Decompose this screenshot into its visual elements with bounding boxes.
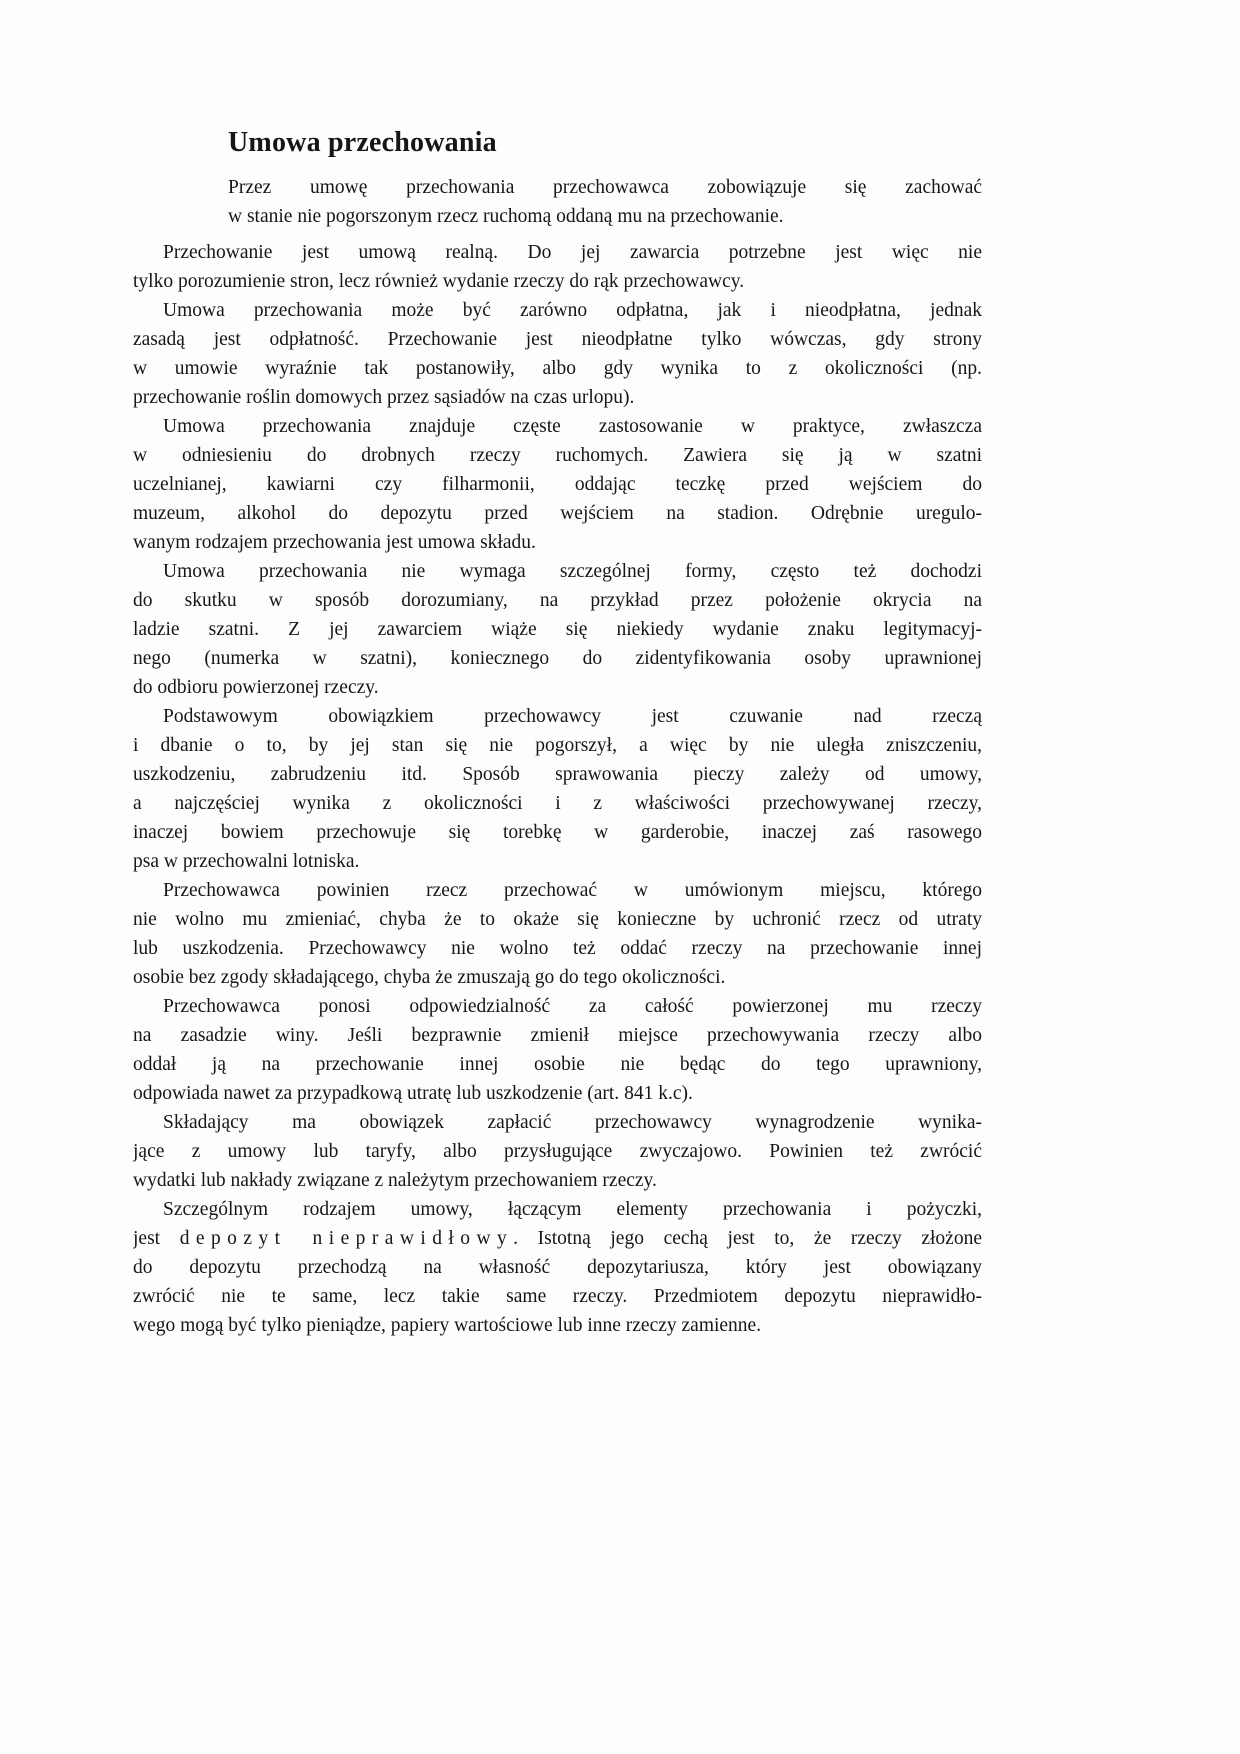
text-segment: oddał ją na przechowanie innej osobie nie będąc do tego uprawniony, (133, 1054, 982, 1075)
text-line (133, 818, 982, 847)
text-segment: Przechowawca powinien rzecz przechować w umówionym miejscu, którego (163, 880, 982, 901)
text-line (133, 238, 982, 267)
text-segment: wydatki lub nakłady związane z należytym przechowaniem rzeczy. (133, 1170, 657, 1191)
text-line (133, 789, 982, 818)
text-line (133, 499, 982, 528)
text-line (133, 528, 982, 557)
text-line (133, 1108, 982, 1137)
text-line (133, 586, 982, 615)
text-line (133, 1166, 982, 1195)
text-line (133, 296, 982, 325)
text-segment: do depozytu przechodzą na własność depozytariusza, który jest obowiązany (133, 1257, 982, 1278)
text-segment: lub uszkodzenia. Przechowawcy nie wolno też oddać rzeczy na przechowanie innej (133, 938, 982, 959)
text-segment: wego mogą być tylko pieniądze, papiery wartościowe lub inne rzeczy zamienne. (133, 1315, 762, 1336)
page-title: Umowa przechowania (228, 127, 497, 158)
paragraph (133, 296, 982, 412)
text-line (133, 963, 982, 992)
text-line (133, 354, 982, 383)
text-segment: w odniesieniu do drobnych rzeczy ruchomych. Zawiera się ją w szatni (133, 445, 982, 466)
text-line (133, 615, 982, 644)
text-segment: . Istotną jego cechą jest to, że rzeczy złożone (513, 1228, 982, 1249)
text-segment: Umowa przechowania znajduje częste zastosowanie w praktyce, zwłaszcza (163, 416, 982, 437)
text-line (133, 702, 982, 731)
text-segment: uszkodzeniu, zabrudzeniu itd. Sposób sprawowania pieczy zależy od umowy, (133, 764, 982, 785)
text-segment: osobie bez zgody składającego, chyba że zmuszają go do tego okoliczności. (133, 967, 726, 988)
paragraph (133, 1195, 982, 1340)
text-segment: przechowanie roślin domowych przez sąsiadów na czas urlopu). (133, 387, 635, 408)
text-line (133, 325, 982, 354)
text-segment: a najczęściej wynika z okoliczności i z właściwości przechowywanej rzeczy, (133, 793, 982, 814)
text-segment: Przechowawca ponosi odpowiedzialność za całość powierzonej mu rzeczy (163, 996, 982, 1017)
text-line (133, 1021, 982, 1050)
paragraph (133, 412, 982, 557)
text-line (228, 202, 982, 231)
text-line (133, 1195, 982, 1224)
text-line (133, 934, 982, 963)
text-segment: jące z umowy lub taryfy, albo przysługujące zwyczajowo. Powinien też zwrócić (133, 1141, 982, 1162)
emphasized-term: depozyt nieprawidłowy (179, 1228, 514, 1249)
text-line (133, 1224, 982, 1253)
text-segment: do skutku w sposób dorozumiany, na przykład przez położenie okrycia na (133, 590, 982, 611)
text-segment: Umowa przechowania nie wymaga szczególnej formy, często też dochodzi (163, 561, 982, 582)
text-segment: zasadą jest odpłatność. Przechowanie jest nieodpłatne tylko wówczas, gdy strony (133, 329, 982, 350)
text-line (133, 876, 982, 905)
text-segment: na zasadzie winy. Jeśli bezprawnie zmienił miejsce przechowywania rzeczy albo (133, 1025, 982, 1046)
text-line (133, 673, 982, 702)
text-line (228, 173, 982, 202)
text-segment: wanym rodzajem przechowania jest umowa składu. (133, 532, 536, 553)
text-line (133, 847, 982, 876)
text-segment: zwrócić nie te same, lecz takie same rzeczy. Przedmiotem depozytu nieprawidło- (133, 1286, 982, 1307)
text-line (133, 1253, 982, 1282)
text-segment: psa w przechowalni lotniska. (133, 851, 360, 872)
paragraph (133, 238, 982, 296)
text-segment: Przez umowę przechowania przechowawca zobowiązuje się zachować (228, 177, 982, 198)
text-line (133, 470, 982, 499)
text-line (133, 1311, 982, 1340)
text-line (133, 1137, 982, 1166)
text-segment: Składający ma obowiązek zapłacić przechowawcy wynagrodzenie wynika- (163, 1112, 982, 1133)
text-segment: inaczej bowiem przechowuje się torebkę w garderobie, inaczej zaś rasowego (133, 822, 982, 843)
paragraph (133, 1108, 982, 1195)
text-segment: Umowa przechowania może być zarówno odpłatna, jak i nieodpłatna, jednak (163, 300, 982, 321)
paragraph (133, 702, 982, 876)
text-line (133, 905, 982, 934)
text-segment: ladzie szatni. Z jej zawarciem wiąże się niekiedy wydanie znaku legitymacyj- (133, 619, 982, 640)
text-segment: muzeum, alkohol do depozytu przed wejściem na stadion. Odrębnie uregulo- (133, 503, 982, 524)
text-segment: w stanie nie pogorszonym rzecz ruchomą oddaną mu na przechowanie. (228, 206, 784, 227)
text-line (133, 760, 982, 789)
intro-paragraph (228, 173, 982, 231)
text-segment: i dbanie o to, by jej stan się nie pogorszył, a więc by nie uległa zniszczeniu, (133, 735, 982, 756)
text-line (133, 1050, 982, 1079)
text-segment: uczelnianej, kawiarni czy filharmonii, oddając teczkę przed wejściem do (133, 474, 982, 495)
text-line (133, 1079, 982, 1108)
text-line (133, 992, 982, 1021)
text-line (133, 412, 982, 441)
text-line (133, 383, 982, 412)
text-line (133, 441, 982, 470)
text-segment: Przechowanie jest umową realną. Do jej zawarcia potrzebne jest więc nie (163, 242, 982, 263)
body-text (133, 238, 982, 1340)
text-segment: Szczególnym rodzajem umowy, łączącym elementy przechowania i pożyczki, (163, 1199, 982, 1220)
paragraph (133, 557, 982, 702)
text-segment: do odbioru powierzonej rzeczy. (133, 677, 379, 698)
text-line (133, 267, 982, 296)
paragraph (133, 876, 982, 992)
text-segment: odpowiada nawet za przypadkową utratę lub uszkodzenie (art. 841 k.c). (133, 1083, 693, 1104)
text-segment: jest (133, 1228, 180, 1249)
paragraph (133, 992, 982, 1108)
text-segment: nie wolno mu zmieniać, chyba że to okaże się konieczne by uchronić rzecz od utraty (133, 909, 982, 930)
text-line (133, 557, 982, 586)
text-line (133, 731, 982, 760)
text-segment: tylko porozumienie stron, lecz również wydanie rzeczy do rąk przechowawcy. (133, 271, 745, 292)
text-segment: w umowie wyraźnie tak postanowiły, albo gdy wynika to z okoliczności (np. (133, 358, 982, 379)
text-line (133, 1282, 982, 1311)
text-segment: nego (numerka w szatni), koniecznego do zidentyfikowania osoby uprawnionej (133, 648, 982, 669)
text-segment: Podstawowym obowiązkiem przechowawcy jest czuwanie nad rzeczą (163, 706, 982, 727)
text-line (133, 644, 982, 673)
